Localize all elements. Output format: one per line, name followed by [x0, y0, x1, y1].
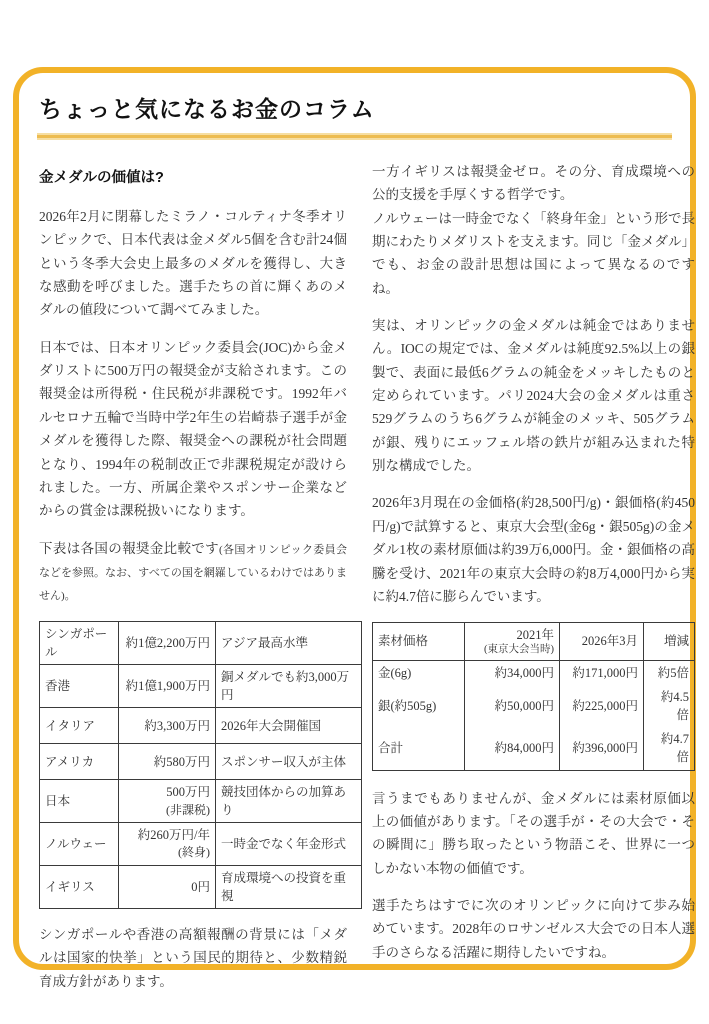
norway-policy-text: ノルウェーは一時金でなく「終身年金」という形で長期にわたりメダリストを支えます。同じ「金メダル」でも、お金の設計思想は国によって異なるのですね。	[372, 210, 695, 296]
table-lead-note: (各国オリンピック委員会などを参照。なお、すべての国を網羅しているわけではありません)。	[39, 543, 347, 603]
cell-note: 競技団体からの加算あり	[216, 780, 362, 823]
cell-country: イギリス	[40, 865, 119, 908]
amount-note: (終身)	[178, 845, 210, 860]
table-row	[40, 621, 362, 664]
table-lead-text: 下表は各国の報奨金比較です	[39, 540, 219, 556]
cell-note: 銅メダルでも約3,000万円	[216, 664, 362, 707]
paragraph-joc-reward: 日本では、日本オリンピック委員会(JOC)から金メダリストに500万円の報奨金が支給されます。この報奨金は所得税・住民税が非課税です。1992年バルセロナ五輪で当時中学2年生の岩崎恭子選手が金メダルを獲得した際、報奨金への課税が社会問題となり、1994年の税制改正で非課税規定が設けられました。一方、所属企業やスポンサー企業などからの賞金は課税扱いになります。	[39, 339, 347, 519]
cell-note: アジア最高水準	[216, 621, 362, 664]
cell-2021-price: 約50,000円	[465, 685, 560, 727]
amount-main: 約260万円/年	[137, 828, 210, 843]
header-material-price: 素材価格	[373, 623, 465, 661]
paragraph-next-olympics: 選手たちはすでに次のオリンピックに向けて歩み始めています。2028年のロサンゼルス大会での日本人選手のさらなる活躍に期待したいですね。	[372, 897, 695, 960]
paragraph-milan-cortina-intro: 2026年2月に閉幕したミラノ・コルティナ冬季オリンピックで、日本代表は金メダル5個を含む計24個という冬季大会史上最多のメダルを獲得し、大きな感動を呼びました。選手たちの首に輝くあのメダルの値段について調べてみました。	[39, 209, 347, 318]
cell-country: イタリア	[40, 708, 119, 744]
cell-country: ノルウェー	[40, 823, 119, 866]
cell-amount: 約3,300万円	[119, 708, 216, 744]
paragraph-medal-composition: 実は、オリンピックの金メダルは純金ではありません。IOCの規定では、金メダルは純度92.5%以上の銀製で、表面に最低6グラムの純金をメッキしたものと定められています。パリ2024大会の金メダルは重さ529グラムのうち6グラムが純金のメッキ、505グラムが銀、残りにエッフェル塔の鉄片が組み込まれた特別な構成でした。	[372, 318, 695, 474]
table-row	[40, 823, 362, 866]
table-row	[40, 664, 362, 707]
uk-policy-text: 一方イギリスは報奨金ゼロ。その分、育成環境への公的支援を手厚くする哲学です。	[372, 164, 695, 203]
table-row	[40, 708, 362, 744]
cell-amount: 約1億1,900万円	[119, 664, 216, 707]
header-2021-year: 2021年	[516, 628, 554, 643]
table-row	[373, 660, 695, 685]
header-2021-sub: (東京大会当時)	[484, 644, 554, 656]
table-row	[373, 727, 695, 770]
table-row	[40, 744, 362, 780]
cell-change: 約4.7倍	[644, 727, 695, 770]
amount-note: (非課税)	[166, 802, 210, 817]
cell-2026-price: 約171,000円	[560, 660, 644, 685]
cell-2026-price: 約396,000円	[560, 727, 644, 770]
cell-amount: 0円	[119, 865, 216, 908]
cell-note: 2026年大会開催国	[216, 708, 362, 744]
header-change: 増減	[644, 623, 695, 661]
cell-item: 金(6g)	[373, 660, 465, 685]
cell-country: 香港	[40, 664, 119, 707]
two-column-layout	[37, 154, 695, 993]
cell-amount	[119, 780, 216, 823]
cell-note: 一時金でなく年金形式	[216, 823, 362, 866]
paragraph-uk-norway-policy	[372, 160, 695, 300]
country-reward-comparison-table	[39, 621, 362, 910]
cell-change: 約4.5倍	[644, 685, 695, 727]
table-row	[40, 780, 362, 823]
column-article-frame	[13, 67, 696, 989]
cell-item: 銀(約505g)	[373, 685, 465, 727]
paragraph-intangible-value: 言うまでもありませんが、金メダルには素材原価以上の価値があります。「その選手が・その大会で・その瞬間に」勝ち取ったという物語こそ、世界に一つしかない本物の価値です。	[372, 790, 695, 876]
cell-change: 約5倍	[644, 660, 695, 685]
cell-country: アメリカ	[40, 744, 119, 780]
paragraph-singapore-hongkong-background: シンガポールや香港の高額報酬の背景には「メダルは国家的快挙」という国民的期待と、少数精鋭育成方針があります。	[39, 927, 347, 989]
header-2026: 2026年3月	[560, 623, 644, 661]
table-header-row	[373, 623, 695, 661]
title-underline-rule	[37, 133, 672, 140]
cell-amount: 約580万円	[119, 744, 216, 780]
amount-main: 500万円	[166, 785, 210, 800]
section-heading-gold-medal-value: 金メダルの価値は?	[39, 170, 164, 186]
table-row	[373, 685, 695, 727]
cell-country: 日本	[40, 780, 119, 823]
right-column	[359, 154, 695, 993]
cell-country: シンガポール	[40, 621, 119, 664]
table-row	[40, 865, 362, 908]
cell-amount: 約1億2,200万円	[119, 621, 216, 664]
cell-note: 育成環境への投資を重視	[216, 865, 362, 908]
cell-item: 合計	[373, 727, 465, 770]
cell-2021-price: 約34,000円	[465, 660, 560, 685]
paragraph-material-cost-estimate: 2026年3月現在の金価格(約28,500円/g)・銀価格(約450円/g)で試算すると、東京大会型(金6g・銀505g)の金メダル1枚の素材原価は約39万6,000円。金・銀価格の高騰を受け、2021年の東京大会時の約8万4,000円から実に約4.7倍に膨らんでいます。	[372, 495, 695, 604]
cell-note: スポンサー収入が主体	[216, 744, 362, 780]
cell-2021-price: 約84,000円	[465, 727, 560, 770]
cell-2026-price: 約225,000円	[560, 685, 644, 727]
paragraph-table-lead	[39, 537, 347, 607]
page-title: ちょっと気になるお金のコラム	[39, 96, 375, 122]
material-price-table	[372, 622, 695, 770]
cell-amount	[119, 823, 216, 866]
header-2021	[465, 623, 560, 661]
left-column	[37, 154, 359, 993]
